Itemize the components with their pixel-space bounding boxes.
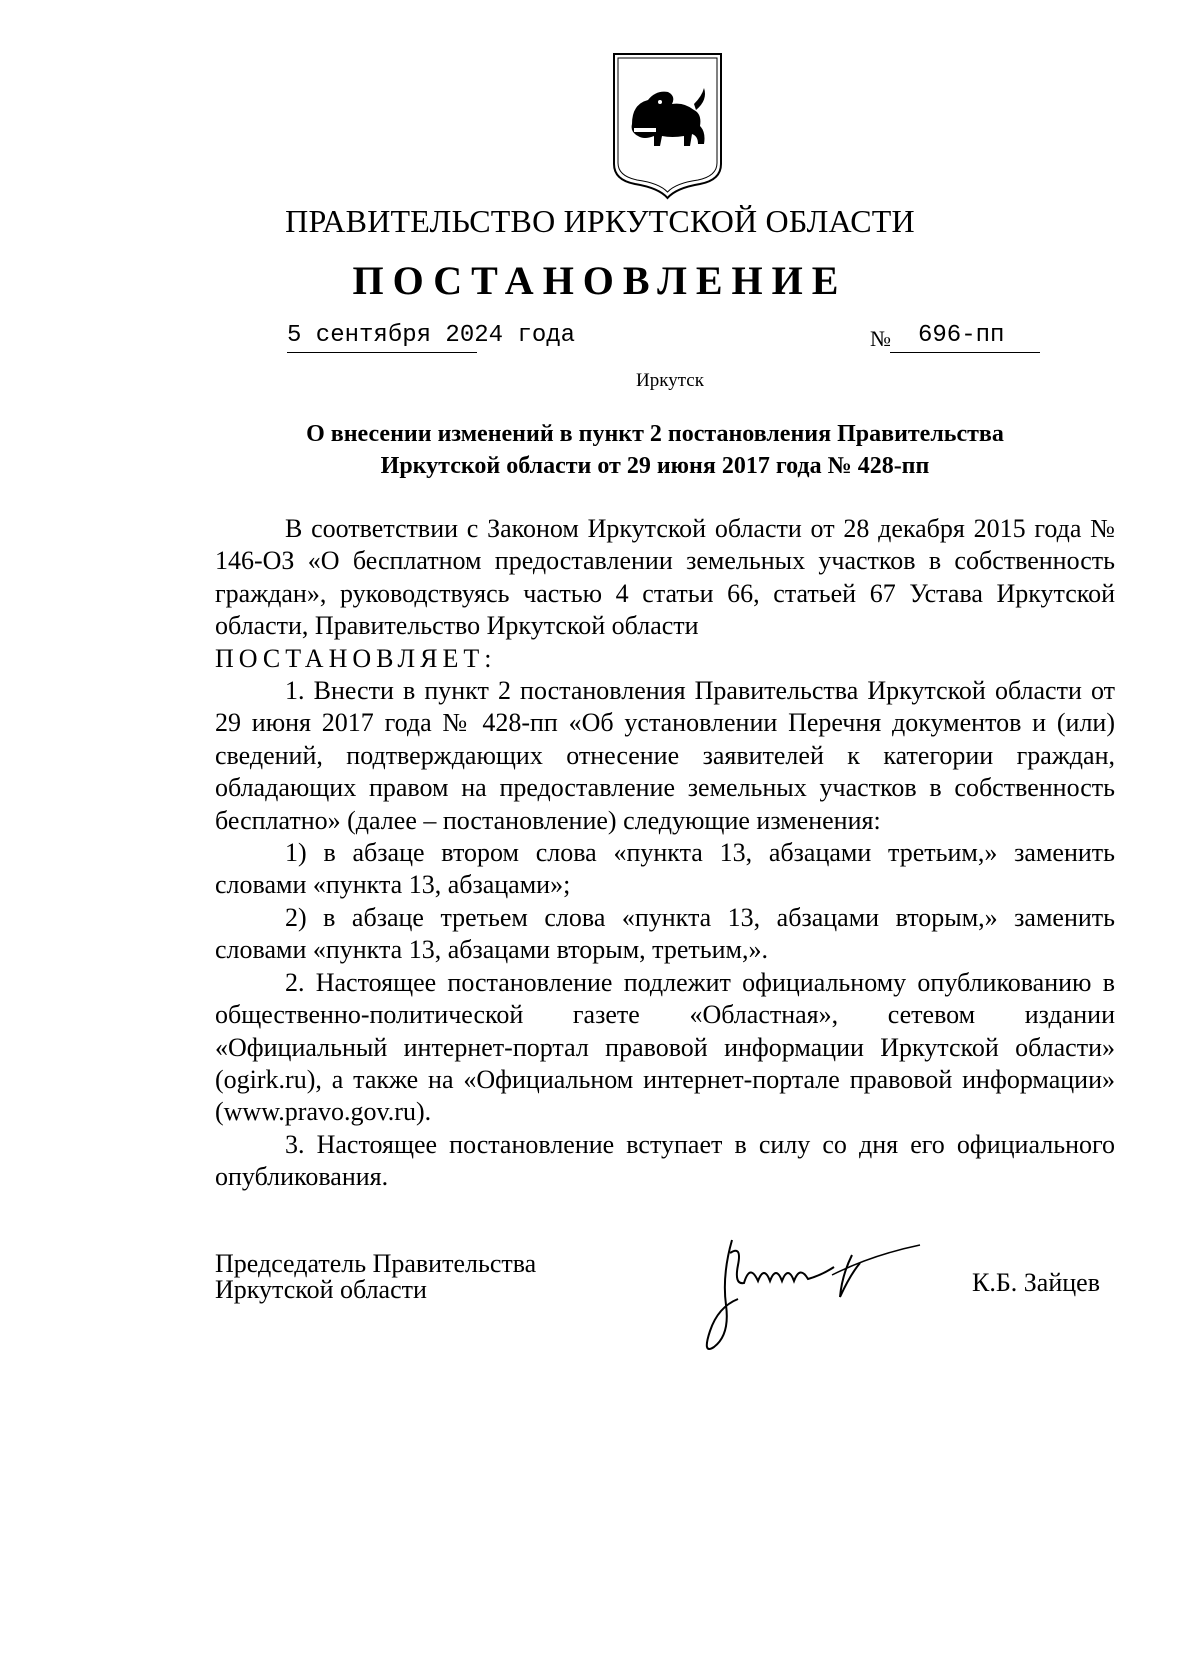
document-number: 696-пп: [918, 322, 1005, 349]
paragraph-1-1: 1) в абзаце втором слова «пункта 13, абзацами третьим,» заменить словами «пункта 13, абзацами»;: [215, 838, 1115, 900]
document-date: 5 сентября 2024 года: [287, 322, 576, 349]
number-sign: №: [870, 326, 891, 351]
document-body: [215, 513, 1115, 1194]
handwritten-signature-icon: [692, 1235, 922, 1360]
number-underline: [890, 352, 1040, 353]
date-underline: [287, 352, 477, 353]
resolves-word: ПОСТАНОВЛЯЕТ:: [215, 643, 497, 673]
city: Иркутск: [636, 370, 704, 391]
coat-of-arms-icon: [610, 52, 725, 200]
document-title: [215, 418, 1095, 482]
preamble-paragraph: В соответствии с Законом Иркутской области от 28 декабря 2015 года № 146-ОЗ «О бесплатном предоставлении земельных участков в собственность граждан», руководствуясь частью 4 статьи 66, статьей 67 Устава Иркутской области, Правительство Иркутской области: [215, 514, 1115, 641]
signatory-position: [215, 1251, 536, 1303]
document-type: ПОСТАНОВЛЕНИЕ: [352, 258, 848, 303]
position-line-2: Иркутской области: [215, 1275, 427, 1304]
title-line-2: Иркутской области от 29 июня 2017 года № 428-пп: [380, 453, 930, 479]
paragraph-1: 1. Внести в пункт 2 постановления Правительства Иркутской области от 29 июня 2017 года № 428-пп «Об установлении Перечня документов и (или) сведений, подтверждающих отнесение заявителей к категории граждан, обладающих правом на предоставление земельных участков в собственность бесплатно» (далее – постановление) следующие изменения:: [215, 676, 1115, 835]
title-line-1: О внесении изменений в пункт 2 постановления Правительства: [306, 421, 1004, 447]
position-line-1: Председатель Правительства: [215, 1249, 537, 1278]
paragraph-3: 3. Настоящее постановление вступает в силу со дня его официального опубликования.: [215, 1129, 1115, 1192]
paragraph-1-2: 2) в абзаце третьем слова «пункта 13, абзацами вторым,» заменить словами «пункта 13, абзацами вторым, третьим,».: [215, 902, 1115, 965]
paragraph-2: 2. Настоящее постановление подлежит официальному опубликованию в общественно-политической газете «Областная», сетевом издании «Официальный интернет-портал правовой информации Иркутской области» (ogirk.ru), а также на «Официальном интернет-портале правовой информации» (www.pravo.gov.ru).: [215, 967, 1115, 1127]
government-name: ПРАВИТЕЛЬСТВО ИРКУТСКОЙ ОБЛАСТИ: [285, 203, 915, 239]
signatory-name: К.Б. Зайцев: [972, 1268, 1100, 1297]
